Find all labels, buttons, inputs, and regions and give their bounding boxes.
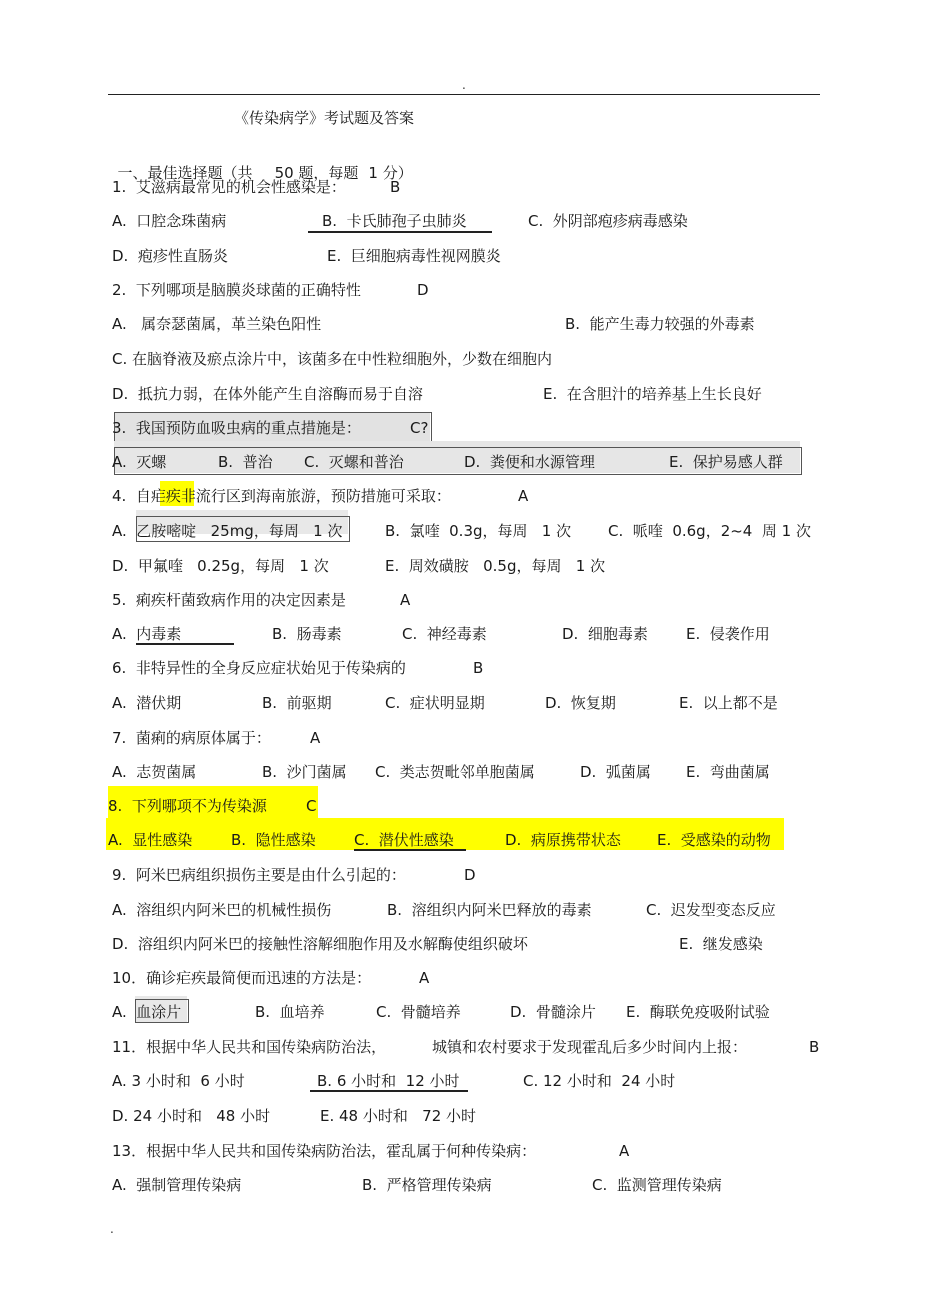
- q10-option-d: D. 骨髓涂片: [510, 1003, 596, 1021]
- q7-stem: 7. 菌痢的病原体属于：: [112, 729, 271, 747]
- q5-option-d: D. 细胞毒素: [562, 625, 648, 643]
- q11-option-b: B. 6 小时和 12 小时: [317, 1072, 460, 1090]
- q11-option-c: C. 12 小时和 24 小时: [523, 1072, 676, 1090]
- q10-stem: 10．确诊疟疾最简便而迅速的方法是：: [112, 969, 372, 987]
- q13-stem: 13．根据中华人民共和国传染病防治法，霍乱属于何种传染病：: [112, 1142, 537, 1160]
- q13-option-b: B. 严格管理传染病: [362, 1176, 492, 1194]
- q2-option-b: B. 能产生毒力较强的外毒素: [565, 315, 755, 333]
- q7-answer: A: [310, 729, 321, 747]
- q2-option-e: E. 在含胆汁的培养基上生长良好: [543, 385, 762, 403]
- q7-option-b: B. 沙门菌属: [262, 763, 347, 781]
- q3-option-c: C. 灭螺和普治: [304, 453, 404, 471]
- q4-stem: 4. 自疟疾非流行区到海南旅游，预防措施可采取：: [112, 487, 451, 505]
- q5-option-a: A. 内毒素: [112, 625, 182, 643]
- q6-option-c: C. 症状明显期: [385, 694, 485, 712]
- q2-option-c: C. 在脑脊液及瘀点涂片中，该菌多在中性粒细胞外，少数在细胞内: [112, 350, 553, 368]
- q4-option-c: C. 哌喹 0.6g，2~4 周 1 次: [608, 522, 811, 540]
- q13-answer: A: [619, 1142, 630, 1160]
- section-heading-count: 50 题，每题: [274, 164, 359, 182]
- q4-option-d: D. 甲氟喹 0.25g，每周 1 次: [112, 557, 329, 575]
- q4-answer: A: [518, 487, 529, 505]
- q9-option-a: A. 溶组织内阿米巴的机械性损伤: [112, 901, 332, 919]
- q3-option-d: D. 粪便和水源管理: [464, 453, 595, 471]
- q8-answer: C: [306, 797, 317, 815]
- q11-answer: B: [809, 1038, 820, 1056]
- q1-option-d: D. 疱疹性直肠炎: [112, 247, 228, 265]
- q5-option-b: B. 肠毒素: [272, 625, 342, 643]
- q10-option-c: C. 骨髓培养: [376, 1003, 461, 1021]
- q3-stem: 3. 我国预防血吸虫病的重点措施是：: [112, 419, 361, 437]
- q6-option-e: E. 以上都不是: [679, 694, 778, 712]
- q2-option-d: D. 抵抗力弱，在体外能产生自溶酶而易于自溶: [112, 385, 423, 403]
- q9-option-c: C. 迟发型变态反应: [646, 901, 776, 919]
- q7-option-e: E. 弯曲菌属: [686, 763, 770, 781]
- q7-option-d: D. 弧菌属: [580, 763, 651, 781]
- q1-option-b: B. 卡氏肺孢子虫肺炎: [322, 212, 467, 230]
- footer-dot: .: [110, 1222, 114, 1236]
- q11-option-d: D. 24 小时和 48 小时: [112, 1107, 271, 1125]
- q10-option-a: A. 血涂片: [112, 1003, 182, 1021]
- q8-option-b: B. 隐性感染: [231, 831, 316, 849]
- q10-answer: A: [419, 969, 430, 987]
- q2-answer: D: [417, 281, 429, 299]
- q8-stem: 8. 下列哪项不为传染源: [108, 797, 267, 815]
- q1-option-b-underline: [308, 231, 492, 233]
- q8-option-a: A. 显性感染: [108, 831, 193, 849]
- q3-option-a: A. 灭螺: [112, 453, 167, 471]
- q7-option-c: C. 类志贺毗邻单胞菌属: [375, 763, 535, 781]
- q13-option-c: C. 监测管理传染病: [592, 1176, 722, 1194]
- q9-stem: 9. 阿米巴病组织损伤主要是由什么引起的：: [112, 866, 406, 884]
- q9-option-d: D. 溶组织内阿米巴的接触性溶解细胞作用及水解酶使组织破坏: [112, 935, 528, 953]
- q4-option-e: E. 周效磺胺 0.5g，每周 1 次: [385, 557, 606, 575]
- q2-option-a: A. 属奈瑟菌属，革兰染色阳性: [112, 315, 322, 333]
- q3-option-e: E. 保护易感人群: [669, 453, 783, 471]
- q4-option-b: B. 氯喹 0.3g，每周 1 次: [385, 522, 572, 540]
- q8-option-d: D. 病原携带状态: [505, 831, 621, 849]
- q5-option-a-underline: [136, 643, 234, 645]
- q8-option-c-underline: [354, 849, 466, 851]
- q11-option-e: E. 48 小时和 72 小时: [320, 1107, 477, 1125]
- q10-option-b: B. 血培养: [255, 1003, 325, 1021]
- q1-option-c: C. 外阴部疱疹病毒感染: [528, 212, 688, 230]
- page-title: 《传染病学》考试题及答案: [234, 109, 415, 127]
- q5-stem: 5. 痢疾杆菌致病作用的决定因素是: [112, 591, 346, 609]
- header-dot: .: [462, 78, 466, 92]
- q1-stem: 1. 艾滋病最常见的机会性感染是：: [112, 178, 346, 196]
- q7-option-a: A. 志贺菌属: [112, 763, 197, 781]
- q6-option-b: B. 前驱期: [262, 694, 332, 712]
- q3-option-b: B. 普治: [218, 453, 273, 471]
- q5-option-c: C. 神经毒素: [402, 625, 487, 643]
- q10-option-e: E. 酶联免疫吸附试验: [626, 1003, 770, 1021]
- section-heading-prefix: 一、最佳选择题（共: [117, 164, 253, 182]
- q5-option-e: E. 侵袭作用: [686, 625, 770, 643]
- q1-option-a: A. 口腔念珠菌病: [112, 212, 227, 230]
- q9-option-e: E. 继发感染: [679, 935, 763, 953]
- q8-option-c: C. 潜伏性感染: [354, 831, 454, 849]
- header-rule: [108, 94, 820, 95]
- q11-stem-continued: 城镇和农村要求于发现霍乱后多少时间内上报：: [432, 1038, 748, 1056]
- q3-answer: C?: [410, 419, 429, 437]
- q1-answer: B: [390, 178, 401, 196]
- q11-option-a: A. 3 小时和 6 小时: [112, 1072, 245, 1090]
- q11-option-b-underline: [310, 1090, 468, 1092]
- q1-option-e: E. 巨细胞病毒性视网膜炎: [327, 247, 501, 265]
- q9-option-b: B. 溶组织内阿米巴释放的毒素: [387, 901, 592, 919]
- q4-option-a: A. 乙胺嘧啶 25mg，每周 1 次: [112, 522, 343, 540]
- q2-stem: 2. 下列哪项是脑膜炎球菌的正确特性: [112, 281, 361, 299]
- q8-option-e: E. 受感染的动物: [657, 831, 771, 849]
- q11-stem: 11．根据中华人民共和国传染病防治法，: [112, 1038, 387, 1056]
- q5-answer: A: [400, 591, 411, 609]
- q6-answer: B: [473, 659, 484, 677]
- q9-answer: D: [464, 866, 476, 884]
- q6-stem: 6. 非特异性的全身反应症状始见于传染病的: [112, 659, 406, 677]
- q6-option-d: D. 恢复期: [545, 694, 616, 712]
- section-heading-score: 1 分）: [368, 164, 413, 182]
- q13-option-a: A. 强制管理传染病: [112, 1176, 242, 1194]
- q6-option-a: A. 潜伏期: [112, 694, 182, 712]
